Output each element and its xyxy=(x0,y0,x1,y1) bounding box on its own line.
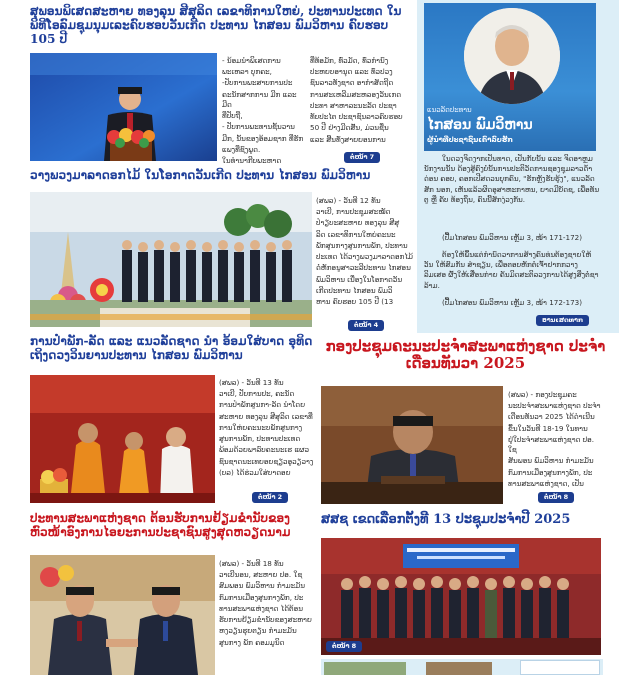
article1-col1-line: -ປັບການພະສາບການປະ xyxy=(222,78,293,88)
article3-line: ຊົນຊາດນະເທຍອຍຊຽວອູວຽວາງ xyxy=(219,456,314,466)
article1-col1-line: ໃນທຳນາກີບພະຫາດ xyxy=(222,155,282,165)
article1-col2-line: ປະຫຍບອານຸດ ແລະ ທົ່ວປວງ xyxy=(310,67,393,77)
sidebar-caption-small: ແນວລັດປະທານ xyxy=(427,106,472,114)
article3-line: (ສພລ) - ວັນທີ 13 ທັນ xyxy=(219,378,284,387)
article2-line: ລິດ ເລຂາທິການໃຫຍ່ຄະນະ xyxy=(316,229,396,239)
article4-line: ກົມການເມືອງສູນກາງພັກ, ປະ xyxy=(508,467,593,477)
bottom-teaser-thumb-2 xyxy=(426,662,492,675)
article5-line: ຮັບການຢ້ຽມຂໍ່ານັບຂອງສະຫາຍ xyxy=(219,615,312,625)
article4-line: ຢູ່ໃປະຈຳສະພາແຫ່ງຊາດ ປອ. ໃຊ xyxy=(508,434,594,455)
article2-line: ດໍ່ຫັກອນູສາວະລີປະທານ ໄກສອນ xyxy=(316,263,411,273)
article2-line: ພົມວິຫານ ເນື່ອງໃນໂອກາດວັນ xyxy=(316,274,403,284)
article3-line: ວາເບີ, ປັບການປະ, ຄະນັດ xyxy=(219,389,295,399)
article3-line: ສະຫາຍ ທອງລຸນ ສີສຸລິດ ເລຂາທີ່ xyxy=(219,411,313,421)
article1-photo xyxy=(30,53,217,161)
sidebar-citation-1: (ປື້ມໄກສອນ ພົມວິຫານ ເຫຼັ້ມ 3, ໜ້າ 171-172) xyxy=(442,233,583,242)
article4-line: ເດືອນທັນວາ 2025 ໄດ້ດຳເນີນ xyxy=(508,412,595,422)
article3-line: ການປຳພັກສູນກາ-ລັດ ນຳໂດຍ xyxy=(219,400,306,410)
article4-line: (ສພລ) - ກອງປະຊຸມຄະ xyxy=(508,390,577,399)
article1-col2 xyxy=(310,56,410,146)
sidebar-citation-2: (ປື້ມໄກສອນ ພົມວິຫານ ເຫຼັ້ມ 3, ໜ້າ 172-173) xyxy=(442,298,583,307)
article2-line: (ສພລ) - ວັນທີ 12 ທັນ xyxy=(316,196,381,205)
article1-col1-line: - ປັບການພະທານຊັ້ນວານ xyxy=(222,122,295,132)
article1-col1-line: ມີກ, ນັ້ນຂອງອ້ອມຊາກ ທີ່ຮັກ xyxy=(222,133,304,143)
article6-photo xyxy=(321,538,601,655)
article1-col1-line: ພະເຫລາ ບຸກຄະ, xyxy=(222,67,272,77)
article6-headline[interactable]: ສສຊ ເຂດເລືອກຕັ້ງທີ 13 ປະຊຸມປະຈຳປີ 2025 xyxy=(321,512,571,527)
article4-body xyxy=(508,390,604,490)
article3-line: ການໃຫ່ຍຄະນະບພັກສູນກາງ xyxy=(219,422,303,432)
article5-line: ວາເບີນອນ, ສະຫາຍ ປອ. ໃຊ xyxy=(219,570,303,580)
article4-continue-badge[interactable]: ຕໍ່ໜ້າ 8 xyxy=(538,492,574,503)
article1-col2-line: ປະທາ ສາຫາລະນະລັດ ປະຊາ xyxy=(310,100,397,110)
article2-line: ພັກສູນກາງສູນການພັກ, ປະທານ xyxy=(316,240,408,250)
article2-body xyxy=(316,196,414,308)
article4-photo xyxy=(321,386,503,504)
article3-continue-badge[interactable]: ຕໍ່ໜ້າ 2 xyxy=(252,492,288,503)
sidebar-name: ໄກສອນ ພົມວິຫານ xyxy=(427,117,533,133)
sidebar-subtitle: ຜູ້ນຳທີ່ປະຊາຊົນເຄົາລົບຮັກ xyxy=(427,136,513,144)
article3-line: ພ້ອມດ້ວຍພາລົບຄະນະເຮ ແຜວ xyxy=(219,445,310,455)
article1-col2-line: ການສະເຫລີມສະຫລອງວັນເກດ xyxy=(310,89,402,99)
article6-continue-badge[interactable]: ຕໍ່ໜ້າ 8 xyxy=(326,641,362,652)
article4-line: ຂຶ້ນໃນວັນທີ 18-19 ໃນທານ xyxy=(508,423,588,433)
article5-line: ທານສະພາແຫ່ງຊາດ ໄດ້ຕ້ອນ xyxy=(219,603,303,613)
article5-headline[interactable]: ປະທານສະພາແຫ່ງຊາດ ຕ້ອນຮັບການຢ້ຽມຂໍ່ານັບຂອງ ຫົວໜ້າອົງການໄອຍະການປະຊາຊົນສູງສຸດຫວຽດນາມ xyxy=(30,511,291,540)
article1-continue-badge[interactable]: ຕໍ່ໜ້າ 7 xyxy=(344,152,380,163)
article1-col1-line: ແພງທີ່ຊົງພູດ. xyxy=(222,144,261,154)
article4-line: ທານສະພາແຫ່ງຊາດ, ເປັນ xyxy=(508,478,584,488)
article5-line: ສູນກາງ ພັກ ຄອມມູນິດ xyxy=(219,637,285,647)
article1-col2-line: ຊົນລາວທັງຊາດ ອາກຳສັດຖີດ xyxy=(310,78,394,88)
sidebar-read-more-badge[interactable]: ອານເສດທາກ xyxy=(536,315,589,326)
article5-body xyxy=(219,559,319,649)
article1-col2-line: ທັບປະໄຕ ປະຊາຊົນລາວຄົບຮອບ xyxy=(310,112,403,122)
article2-photo xyxy=(30,192,312,327)
article1-col2-line: 50 ປີ ຢ່າງມີດສົ້ນ, ມ່ວນຊື່ນ xyxy=(310,123,389,133)
article1-col1-line: ທີ່ປັບຖື, xyxy=(222,111,243,121)
article5-line: ສົມພອນ ພົມວິຫານ ກຳມະມັນ xyxy=(219,581,305,591)
article1-col2-line: ທີ່ທ້ອມັກ, ທົ່ວມັດ, ທົ່ວກຳນົງ xyxy=(310,56,389,65)
article5-photo xyxy=(30,555,215,675)
bottom-teaser-thumb-1 xyxy=(324,662,406,675)
portrait-photo xyxy=(464,8,560,104)
article3-body xyxy=(219,378,315,479)
article2-line: ຫານ ຄົບຮອບ 105 ປີ (13 xyxy=(316,296,394,306)
article5-line: ກົມການເມືອງສູນກາງພັກ, ປະ xyxy=(219,592,304,602)
article2-continue-badge[interactable]: ຕໍ່ໜ້າ 4 xyxy=(348,320,384,331)
article4-headline[interactable]: ກອງປະຊຸມຄະນະປະຈຳສະພາແຫ່ງຊາດ ປະຈຳເດືອນທັນວາ 2025 xyxy=(325,337,606,373)
article1-col1 xyxy=(222,56,304,167)
article1-col1-line: - ນ້ອມນຳພິເສດການ xyxy=(222,56,281,65)
article2-line: ເກີດປະທານ ໄກສອນ ພົມວິ xyxy=(316,285,393,295)
article4-line: ນະປະຈຳສະພາແຫ່ງຊາດ ປະຈໍາ xyxy=(508,401,601,411)
article3-line: (ບລ) ໄດ້ຮ່ວມໃສ່ບາດອຍ xyxy=(219,467,291,477)
bottom-teaser-thumb-3 xyxy=(520,660,600,675)
sidebar-paragraph-2: ຕ້ອງໃຫ້ພຶ້ນແຕ່ກຳນົດວາການສ້າງຄົນທ່ນຕ້ອງຊາຍໃຫ້ວັນ ໃຫ້ສົມກັນ ສຳຊຽນ, ເພື່ອຕອບຫັກຕໍ່ເຈົ້າຢາກກວາງ ລິມເສອ ຜົ້ງໃຫ້ເສື່ອນກ່າຍ ຄັນມິດສະຕິລວງການໄດ້ສູງສິ່ງຕໍ່ຊາລ້າມ. xyxy=(424,250,599,290)
article2-line: ປະເທດ ໄດ້ວາງພວງມາລາດອກໄມ້ xyxy=(316,252,413,262)
article5-line: ຫງວຽນຮຸຍຕຽນ ກຳມະມັນ xyxy=(219,626,297,636)
article2-headline[interactable]: ວາງພວງມາລາດອກໄມ້ ໃນໂອກາດວັນເກີດ ປະທານ ໄກສອນ ພົມວິຫານ xyxy=(30,168,371,182)
article4-line: ສັນພອນ ພົມວິຫານ ກຳມະມັນ xyxy=(508,456,594,466)
article3-headline[interactable]: ການປຳພັກ-ລັດ ແລະ ແນວລັດຊາດ ນຳ ອ້ອມໃສ່ບາດ ອຸທິດເຖິງດວງວິນຍານປະທານ ໄກສອນ ພົມວິຫານ xyxy=(30,334,313,363)
article1-headline[interactable]: ສຸພອນພິເສດສະຫາຍ ທອງລຸນ ສີສຸລິດ ເລຂາທິການໃຫຍ່, ປະທານປະເທດ ໃນພິທີໂອລົມຊຸມນຸມເລະຄົບຮອບວັນເກີດ ປະທານ ໄກສອນ ພົມວິຫານ ຄົບຮອບ 105 ປີ xyxy=(30,4,402,47)
article5-line: (ສພລ) - ວັນທີ 18 ທັນ xyxy=(219,559,284,568)
article1-col1-line: ຄະນັກສາກການ ມີກ ແລະ ມີດ xyxy=(222,89,297,109)
article2-line: ປຳຽບະສະຫາຍ ທອງລຸນ ສີສຸ xyxy=(316,218,400,228)
article2-line: ວາເບີ, ການປະຊຸມສະໝັດ xyxy=(316,207,391,217)
article1-col2-line: ແລະ ສີ້ນທັ່ງສາຍຍອນການ xyxy=(310,134,386,144)
article3-line: ສູນການພັກ, ປະທານປະເທດ xyxy=(219,434,301,444)
article3-photo xyxy=(30,375,215,503)
sidebar-paragraph-1: ໃນດວງຈິດງາກເປັນທາດ, ເປັນກັບນັ້ນ ແລະ ຈິດອາຫຼມ ນັກງານນັ້ນ ດ້ອງສູ້ຄົງບໍ່ນັ້ນການປະຕິວັດການຊອງຊຸມລາວດ້ຳດ່ອນ ຄອບ, ຄອກເປີສດວນບຸກຄົນ, "ຮັກຫຼັງຮັບຮູ້ງ", ແນວລັດສັກ ນອກ, ເຫັນແລ້ວຜິດອຸສາຫະກາຫນ, ຍາດມີບັດຊ, ເພື່ອທັນຕູ ຫຼື ຄັບ ທ້ອງຖິ່ນ, ຄົນນີ້ສັກງ່ວງກັນ. xyxy=(424,154,600,204)
